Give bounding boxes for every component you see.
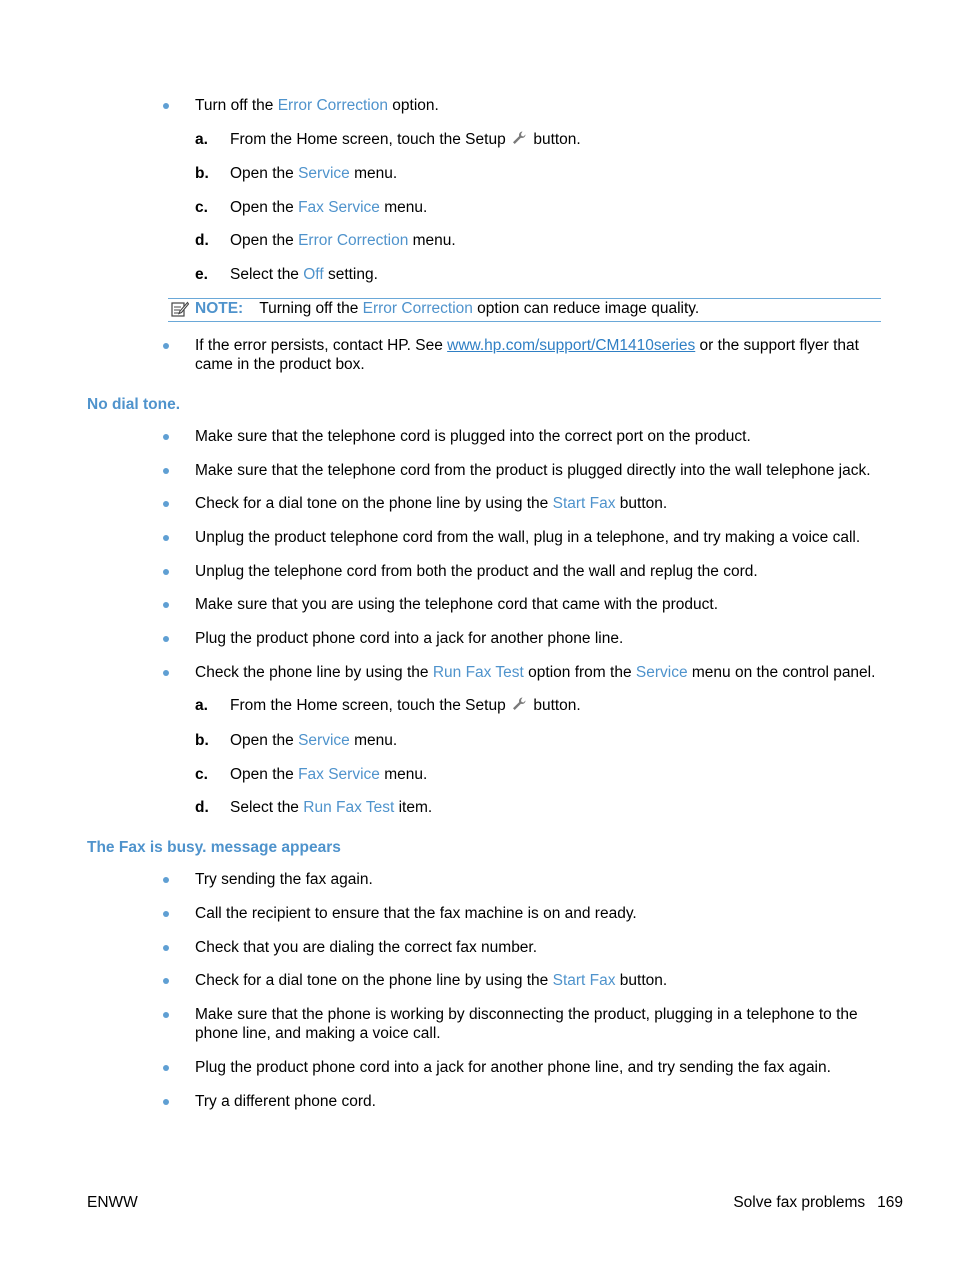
bullet-dot [163, 670, 169, 676]
list-item: Try a different phone cord. [195, 1093, 376, 1110]
list-item: Plug the product phone cord into a jack for another phone line. [195, 630, 624, 647]
note-text: NOTE: Turning off the Error Correction option can reduce image quality. [195, 300, 700, 317]
note-icon [171, 301, 189, 318]
step-item: Select the Off setting. [230, 266, 378, 283]
list-item: Plug the product phone cord into a jack for another phone line, and try sending the fax again. [195, 1059, 831, 1076]
step-item: From the Home screen, touch the Setup button. [230, 131, 581, 148]
step-item: Open the Fax Service menu. [230, 199, 428, 216]
list-item: Make sure that the telephone cord from the product is plugged directly into the wall telephone jack. [195, 462, 871, 479]
list-item: Check that you are dialing the correct fax number. [195, 939, 538, 956]
list-item: Call the recipient to ensure that the fax machine is on and ready. [195, 905, 637, 922]
note-label: NOTE: [195, 300, 244, 317]
bullet-dot [163, 434, 169, 440]
step-letter: a. [195, 131, 208, 148]
list-item: Make sure that the phone is working by disconnecting the product, plugging in a telephone to the phone line, and making a voice call. [195, 1006, 858, 1042]
bullet-dot [163, 569, 169, 575]
bullet-dot [163, 636, 169, 642]
step-letter: b. [195, 165, 209, 182]
list-item: Check the phone line by using the Run Fax Test option from the Service menu on the control panel. [195, 664, 876, 681]
step-item: Select the Run Fax Test item. [230, 799, 433, 816]
bullet-dot [163, 877, 169, 883]
list-item: Make sure that you are using the telephone cord that came with the product. [195, 596, 719, 613]
step-letter: a. [195, 697, 208, 714]
bullet-dot [163, 103, 169, 109]
list-item: Unplug the telephone cord from both the product and the wall and replug the cord. [195, 563, 758, 580]
bullet-dot [163, 602, 169, 608]
support-link[interactable]: www.hp.com/support/CM1410series [447, 337, 696, 354]
wrench-icon [511, 696, 527, 712]
bullet-dot [163, 343, 169, 349]
bullet-dot [163, 468, 169, 474]
step-item: Open the Error Correction menu. [230, 232, 456, 249]
bullet-dot [163, 1065, 169, 1071]
bullet-dot [163, 945, 169, 951]
step-letter: e. [195, 266, 208, 283]
bullet-dot [163, 1012, 169, 1018]
menu-term: Error Correction [277, 97, 388, 114]
list-item: Turn off the Error Correction option. [195, 97, 439, 114]
step-letter: b. [195, 732, 209, 749]
list-item: Unplug the product telephone cord from the wall, plug in a telephone, and try making a voice call. [195, 529, 861, 546]
list-item: Check for a dial tone on the phone line by using the Start Fax button. [195, 972, 668, 989]
bullet-dot [163, 501, 169, 507]
section-heading: No dial tone. [87, 396, 180, 413]
step-item: Open the Fax Service menu. [230, 766, 428, 783]
wrench-icon [511, 130, 527, 146]
list-item: Make sure that the telephone cord is plugged into the correct port on the product. [195, 428, 751, 445]
footer-left: ENWW [87, 1194, 138, 1211]
bullet-dot [163, 1099, 169, 1105]
step-letter: d. [195, 799, 209, 816]
list-item: If the error persists, contact HP. See www.hp.com/support/CM1410series or the support flyer that came in the product box. [195, 337, 859, 373]
step-letter: d. [195, 232, 209, 249]
footer-right [733, 1193, 903, 1212]
step-item: Open the Service menu. [230, 732, 398, 749]
footer-section-title: Solve fax problems [733, 1194, 866, 1211]
step-letter: c. [195, 766, 208, 783]
step-letter: c. [195, 199, 208, 216]
section-heading: The Fax is busy. message appears [87, 839, 341, 856]
step-item: From the Home screen, touch the Setup button. [230, 697, 581, 714]
step-item: Open the Service menu. [230, 165, 398, 182]
list-item: Check for a dial tone on the phone line by using the Start Fax button. [195, 495, 668, 512]
bullet-dot [163, 911, 169, 917]
page-number: 169 [877, 1194, 903, 1211]
bullet-dot [163, 978, 169, 984]
bullet-dot [163, 535, 169, 541]
list-item: Try sending the fax again. [195, 871, 373, 888]
